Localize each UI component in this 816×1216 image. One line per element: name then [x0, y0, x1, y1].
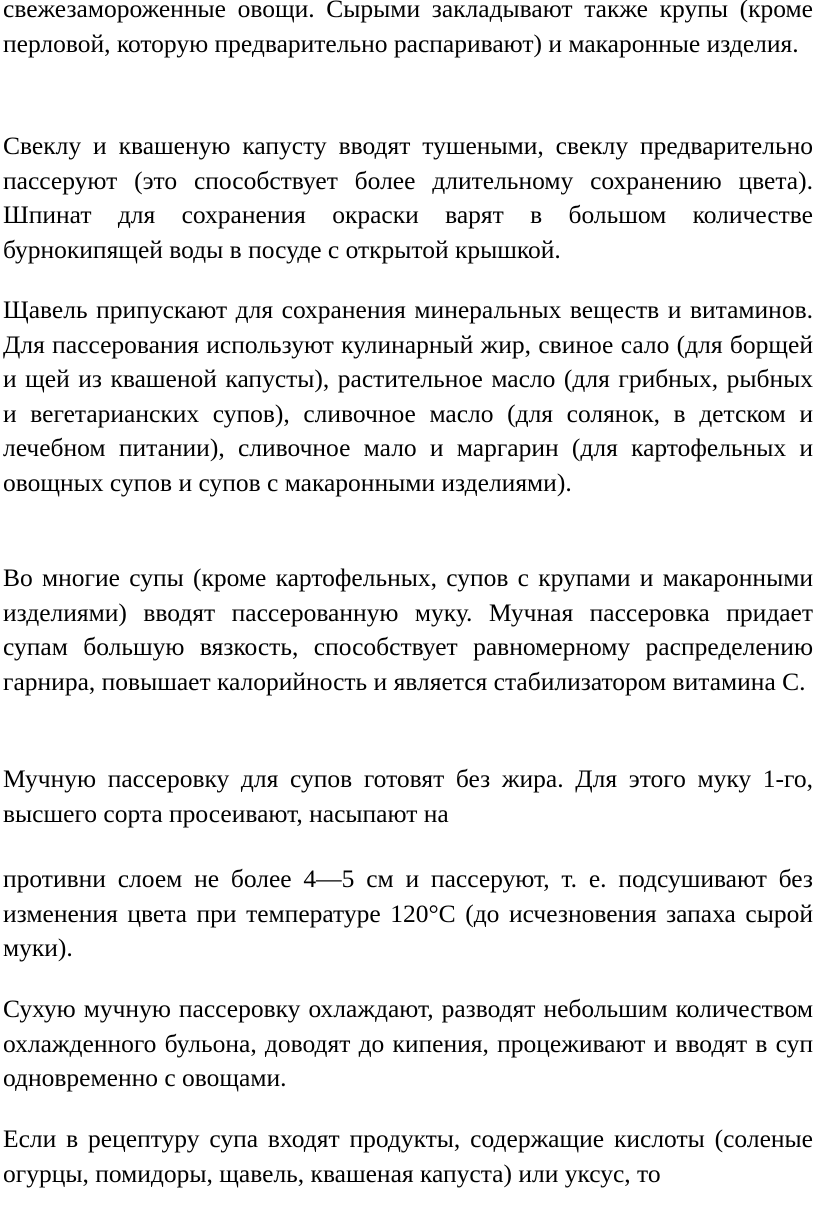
paragraph: противни слоем не более 4—5 см и пассеруют, т. е. подсушивают без изменения цвета при температуре 120°С (до исчезновения запаха сырой муки). — [3, 864, 813, 962]
paragraph: Мучную пассеровку для супов готовят без жира. Для этого муку 1-го, высшего сорта просеивают, насыпают на — [3, 764, 813, 828]
paragraph: свежезамороженные овощи. Сырыми закладывают также крупы (кроме перловой, которую предварительно распаривают) и макаронные изделия. — [3, 0, 813, 58]
paragraph: Если в рецептуру супа входят продукты, содержащие кислоты (соленые огурцы, помидоры, щавель, квашеная капуста) или уксус, то — [3, 1124, 813, 1188]
paragraph: Щавель припускают для сохранения минеральных веществ и витаминов. Для пассерования используют кулинарный жир, свиное сало (для борщей и щей из квашеной капусты), растительное масло (для грибных, рыбных и вегетарианских супов), сливочное масло (для солянок, в детском и лечебном питании), сливочное мало и маргарин (для картофельных и овощных супов и супов с макаронными изделиями). — [3, 295, 813, 497]
paragraph: Свеклу и квашеную капусту вводят тушеными, свеклу предварительно пассеруют (это способствует более длительному сохранению цвета). Шпинат для сохранения окраски варят в большом количестве бурнокипящей воды в посуде с открытой крышкой. — [3, 131, 813, 264]
paragraph: Во многие супы (кроме картофельных, супов с крупами и макаронными изделиями) вводят пассерованную муку. Мучная пассеровка придает супам большую вязкость, способствует равномерному распределению гарнира, повышает калорийность и является стабилизатором витамина С. — [3, 563, 813, 696]
paragraph: Сухую мучную пассеровку охлаждают, разводят небольшим количеством охлажденного бульона, доводят до кипения, процеживают и вводят в суп одновременно с овощами. — [3, 994, 813, 1092]
